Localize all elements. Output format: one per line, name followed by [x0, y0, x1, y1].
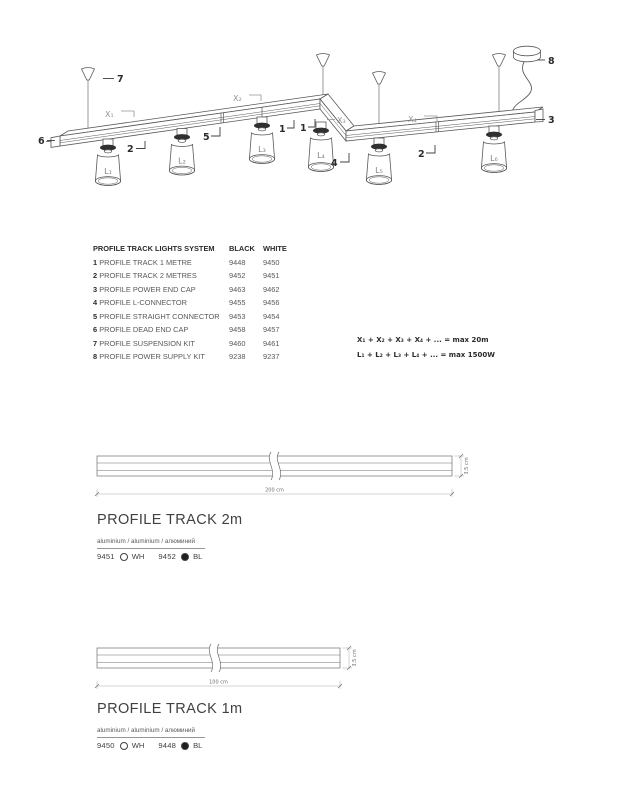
track-2m-title: PROFILE TRACK 2m — [97, 512, 243, 528]
white-swatch-icon — [120, 553, 128, 561]
code-white: 9462 — [263, 284, 280, 294]
code-black: 9460 — [229, 338, 246, 348]
variant-wh-label: WH — [131, 552, 145, 561]
part-name: PROFILE SUSPENSION KIT — [99, 338, 195, 348]
height-dimension-label: 3.5 cm — [464, 457, 470, 475]
track-2m-codes — [97, 552, 202, 561]
code-white: 9450 — [263, 257, 280, 267]
callout-4: 4 — [331, 158, 338, 169]
black-swatch-icon — [181, 742, 189, 750]
code-black: 9452 — [229, 271, 246, 281]
black-swatch-icon — [181, 553, 189, 561]
lamp-label-l5: L₅ — [375, 166, 383, 175]
callout-7: 7 — [117, 74, 124, 85]
table-row: 2 PROFILE TRACK 2 METRES 9452 9451 — [93, 269, 297, 283]
max-power-formula: L₁ + L₂ + L₃ + L₄ + ... = max 1500W — [357, 351, 495, 359]
part-name: PROFILE STRAIGHT CONNECTOR — [99, 311, 220, 321]
callout-2b: 2 — [418, 149, 425, 160]
callout-1a: 1 — [279, 124, 286, 135]
code-black: 9455 — [229, 298, 246, 308]
parts-table — [93, 242, 297, 364]
x3-label: X₃ — [337, 116, 346, 125]
column-white: WHITE — [263, 244, 287, 254]
code-black: 9238 — [229, 352, 246, 362]
code-black: 9458 — [229, 325, 246, 335]
power-supply-icon — [512, 46, 541, 114]
variant-wh-label: WH — [131, 741, 145, 750]
power-end-cap-shape — [535, 109, 543, 122]
table-row: 4 PROFILE L-CONNECTOR 9455 9456 — [93, 296, 297, 310]
table-row: 8 PROFILE POWER SUPPLY KIT 9238 9237 — [93, 350, 297, 364]
code-white: 9237 — [263, 352, 280, 362]
track-1m-materials: aluminium / aluminium / алюминий — [97, 727, 205, 738]
callout-3: 3 — [548, 115, 555, 126]
x2-label: X₂ — [233, 94, 242, 103]
track-2m-drawing — [90, 444, 490, 506]
height-dimension-label: 3.5 cm — [352, 649, 358, 667]
dead-end-cap-shape — [51, 136, 60, 147]
code-white: 9456 — [263, 298, 280, 308]
lamp-l4 — [308, 122, 333, 171]
table-header-row — [93, 242, 297, 256]
max-length-formula: X₁ + X₂ + X₃ + X₄ + ... = max 20m — [357, 336, 489, 344]
x4-label: X₄ — [408, 115, 417, 124]
code-black: 9463 — [229, 284, 246, 294]
lamp-l6 — [481, 126, 506, 172]
callout-1b: 1 — [300, 123, 307, 134]
table-row: 6 PROFILE DEAD END CAP 9458 9457 — [93, 323, 297, 337]
lamp-l2 — [169, 129, 194, 175]
table-row: 3 PROFILE POWER END CAP 9463 9462 — [93, 283, 297, 297]
track-system-diagram — [0, 0, 622, 235]
part-name: PROFILE L-CONNECTOR — [99, 298, 187, 308]
lamp-l5 — [366, 138, 391, 184]
part-name: PROFILE TRACK 2 METRES — [99, 271, 197, 281]
code-black: 9448 — [229, 257, 246, 267]
lamp-label-l2: L₂ — [178, 156, 186, 166]
part-name: PROFILE DEAD END CAP — [99, 325, 189, 335]
code-wh: 9450 — [97, 741, 115, 750]
track-1m-title: PROFILE TRACK 1m — [97, 701, 243, 717]
code-black: 9453 — [229, 311, 246, 321]
lamp-l1 — [95, 139, 120, 185]
callout-2a: 2 — [127, 144, 134, 155]
suspension-cone-icons — [82, 54, 506, 85]
part-name: PROFILE POWER END CAP — [99, 284, 196, 294]
code-wh: 9451 — [97, 552, 115, 561]
track-1m-codes — [97, 741, 202, 750]
x1-label: X₁ — [105, 110, 114, 119]
height-dimension — [454, 454, 464, 478]
table-title: PROFILE TRACK LIGHTS SYSTEM — [93, 244, 215, 254]
lamp-label-l1: L₁ — [104, 167, 112, 176]
system-limits — [357, 336, 495, 366]
code-white: 9461 — [263, 338, 280, 348]
table-row: 5 PROFILE STRAIGHT CONNECTOR 9453 9454 — [93, 310, 297, 324]
code-white: 9451 — [263, 271, 280, 281]
column-black: BLACK — [229, 244, 255, 254]
code-bl: 9452 — [158, 552, 177, 561]
table-row: 1 PROFILE TRACK 1 METRE 9448 9450 — [93, 256, 297, 270]
code-white: 9457 — [263, 325, 280, 335]
variant-bl-label: BL — [193, 552, 203, 561]
length-dimension-label: 200 cm — [265, 487, 284, 494]
callout-8: 8 — [548, 56, 555, 67]
track-1m-drawing — [90, 636, 490, 698]
lamp-label-l6: L₆ — [490, 154, 498, 163]
variant-bl-label: BL — [193, 741, 203, 750]
code-bl: 9448 — [158, 741, 177, 750]
track-segment-right — [346, 107, 543, 141]
callout-6: 6 — [38, 136, 45, 147]
height-dimension — [342, 646, 352, 670]
lamp-label-l4: L₄ — [317, 151, 325, 160]
callout-5: 5 — [203, 132, 210, 143]
table-row: 7 PROFILE SUSPENSION KIT 9460 9461 — [93, 337, 297, 351]
part-name: PROFILE POWER SUPPLY KIT — [99, 352, 205, 362]
code-white: 9454 — [263, 311, 280, 321]
part-name: PROFILE TRACK 1 METRE — [99, 257, 192, 267]
lamp-l3 — [249, 117, 274, 163]
track-2m-materials: aluminium / aluminium / алюминий — [97, 538, 205, 549]
lamp-label-l3: L₃ — [258, 145, 266, 154]
length-dimension-label: 100 cm — [209, 679, 228, 686]
white-swatch-icon — [120, 742, 128, 750]
